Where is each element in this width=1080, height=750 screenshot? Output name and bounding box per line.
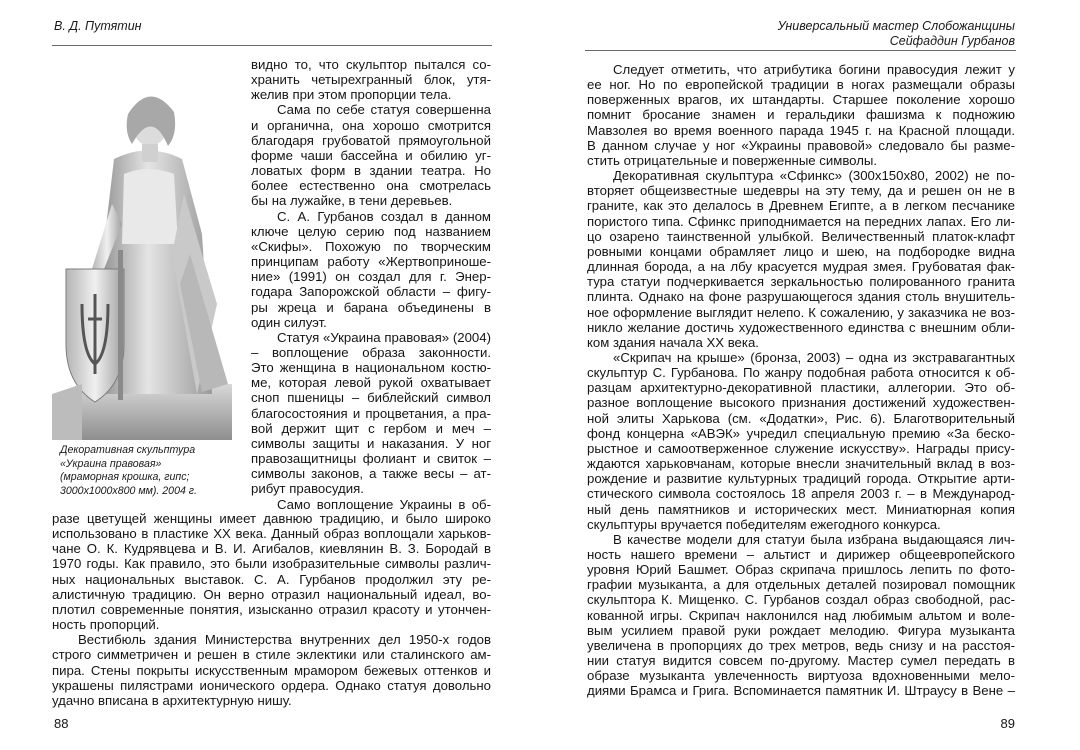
text-line: желив при этом пропорции тела. [251, 87, 452, 103]
text-line: благосостояния и процветания, а пра- [251, 405, 491, 421]
text-line: Декоративная скульптура «Сфинкс» (300x150x80, 2002) не по- [613, 168, 1015, 184]
left-column-text [251, 57, 491, 512]
text-line: диями Брамса и Грига. Вспоминается памятник И. Штраусу в Вене – [587, 683, 1015, 699]
caption-line: Декоративная скульптура [60, 444, 196, 456]
text-line: ры жреца и барана объединены в [251, 299, 491, 315]
text-line: нии статуя видится совсем по-другому. Мастер сумел передать в [587, 653, 1015, 669]
text-line: плотил современные понятия, изысканно отразил красоту и утончен- [52, 601, 491, 617]
text-line: плинта. Однако на фоне разрушающегося здания столь внушитель- [587, 289, 1015, 305]
text-line: Следует отметить, что атрибутика богини правосудия лежит у [613, 62, 1015, 77]
text-line: стического символа состоялось 18 апреля 2003 г. – в Международ- [587, 486, 1015, 502]
text-line: тура статуи подчеркивается зеркальностью полированного гранита [587, 274, 1015, 290]
text-line: вой держит щит с гербом и меч – [251, 420, 491, 436]
header-rule [585, 50, 1016, 51]
paragraph [251, 330, 491, 497]
text-line: рождение и развитие культурных традиций города. Открытие арти- [587, 471, 1015, 487]
running-header-subtitle: Сейфаддин Гурбанов [889, 34, 1015, 48]
text-line: «Скифы». Похожую по творческим [251, 238, 491, 254]
paragraph [251, 102, 491, 208]
text-line: символы защиты и наказания. У ног [251, 435, 491, 451]
text-line: графии музыканта, а для отдельных деталей позировал помощник [587, 577, 1015, 593]
text-line: использовано в пластике XX века. Данный образ воплощали харьков- [52, 526, 491, 542]
page-number-right: 89 [1000, 716, 1015, 731]
text-line: Само воплощение Украины в об- [277, 496, 491, 512]
paragraph [52, 632, 491, 708]
statue-photo [52, 54, 238, 440]
text-line: граните, как это делалось в Древнем Египте, а в легком песчанике [587, 198, 1015, 214]
text-line: и органична, она хорошо смотрится [251, 117, 491, 133]
text-line: ное оформление выглядит нелепо. К сожалению, у заказчика не воз- [587, 304, 1015, 320]
text-line: вторяет общеизвестные шедевры на эту тему, да и решен он не в [587, 183, 1015, 199]
header-rule [52, 45, 492, 46]
text-line: чане О. К. Кудрявцева и В. И. Агибалов, киевлянин В. З. Бородай в [52, 541, 491, 557]
text-line: В качестве модели для статуи была избрана выдающаяся лич- [613, 531, 1015, 547]
text-line: помнит бросание знамен и геральдики фашизма к подножию [587, 107, 1015, 123]
text-line: никло желание достичь художественного единства с внешним обли- [587, 319, 1015, 335]
text-line: скульптуры вручается победителям ежегодного конкурса. [587, 516, 941, 532]
running-header-author: В. Д. Путятин [54, 19, 142, 33]
text-line: правозащитницы фолиант и свиток – [251, 451, 491, 467]
text-line: ее ног. Но по европейской традиции в ногах размещали образы [587, 77, 1015, 93]
text-line: С. А. Гурбанов создал в данном [277, 208, 491, 224]
text-line: удачно вписана в архитектурную нишу. [52, 692, 292, 708]
text-line: ком здания начала XX века. [587, 334, 759, 350]
text-line: стить отрицательные и поверженные символы. [587, 152, 878, 168]
text-line: хранить четырехгранный блок, утя- [251, 72, 491, 88]
text-line: ждаются харьковчанам, которые внесли значительный вклад в воз- [587, 456, 1015, 472]
text-line: поверженных врагов, их штандарты. Старшее поколение хорошо [587, 92, 1015, 108]
text-line: форме чаши бассейна и обилию уг- [251, 147, 491, 163]
text-line: кованной игры. Скрипач наклонился над любимым альтом и воле- [587, 607, 1015, 623]
right-body-text [587, 62, 1015, 699]
text-line: Это женщина в национальном костю- [251, 360, 491, 376]
text-line: сноп пшеницы – библейский символ [251, 390, 491, 406]
text-line: увеличена в пропорциях до трех метров, ведь снизу и на расстоя- [587, 637, 1015, 653]
text-line: разное воплощение высокого признания достижений художествен- [587, 395, 1015, 411]
text-line: «Скрипач на крыше» (бронза, 2003) – одна из экстравагантных [613, 349, 1015, 365]
text-line: длинная борода, а на лбу красуется мудрая змея. Грубоватая фак- [587, 259, 1015, 275]
left-full-width-text [52, 511, 491, 708]
text-line: ключе целую серию под названием [251, 223, 491, 239]
text-line: ровными концами обрамляет лицо и шею, на подбородке видна [587, 243, 1015, 259]
text-line: принципам работу «Жертвоприноше- [251, 254, 491, 270]
text-line: строго симметричен и решен в стиле эклектики или сталинского ам- [52, 647, 491, 663]
text-line: более естественно она смотрелась [251, 178, 491, 194]
text-line: цо озарено таинственной улыбкой. Величественный платок-клафт [587, 228, 1015, 244]
text-line: рыстное и самоотверженное служение искусству». Награды прису- [587, 440, 1015, 456]
running-header-title: Универсальный мастер Слобожанщины [777, 19, 1015, 33]
paragraph [251, 209, 491, 330]
paragraph [587, 168, 1015, 350]
text-line: алистичную традицию. Он верно отразил национальный идеал, во- [52, 586, 491, 602]
text-line: уровня Юрий Башмет. Образ скрипача пришлось лепить по фото- [587, 562, 1015, 578]
text-line: скульптур С. Гурбанова. По жанру подобная работа относится к об- [587, 365, 1015, 381]
text-line: один силуэт. [251, 314, 327, 330]
text-line: годара Запорожской области – фигу- [251, 284, 491, 300]
text-line: видно то, что скульптор пытался со- [251, 57, 491, 72]
text-line: вым усилием правой руки рождает мелодию. Фигура музыканта [587, 622, 1015, 638]
text-line: рибут правосудия. [251, 481, 364, 497]
paragraph [251, 497, 491, 512]
text-line: образе музыканта увлеченность виртуоза вдохновенными мело- [587, 668, 1015, 684]
caption-line: 3000x1000x800 мм). 2004 г. [60, 484, 197, 497]
text-line: ловатых форм в здании театра. Но [251, 163, 491, 179]
text-line: ме, которая левой рукой охватывает [251, 375, 491, 391]
paragraph [587, 532, 1015, 699]
page-number-left: 88 [54, 716, 69, 731]
text-line: Статуя «Украина правовая» (2004) [277, 329, 491, 345]
text-line: – воплощение образа законности. [251, 344, 491, 360]
text-line: скульптора К. Мищенко. С. Гурбанов создал образ свободной, рас- [587, 592, 1015, 608]
text-line: ный день памятников и исторических мест. Миниатюрная копия [587, 501, 1015, 517]
text-line: ность нашего времени – альтист и дирижер общеевропейского [587, 547, 1015, 562]
caption-line: (мраморная крошка, гипс; [60, 471, 190, 484]
text-line: ние» (1991) он создал для г. Энер- [251, 269, 491, 285]
text-line: фонд концерна «АВЭК» учредил специальную премию «За беско- [587, 425, 1015, 441]
text-line: пористого типа. Сфинкс приподнимается на передних лапах. Его ли- [587, 213, 1015, 229]
paragraph [52, 511, 491, 632]
text-line: Мавзолея во время военного парада 1945 г. на Красной площади. [587, 122, 1015, 138]
text-line: Вестибюль здания Министерства внутренних дел 1950-х годов [78, 632, 491, 648]
text-line: благодаря грубоватой прямоугольной [251, 132, 491, 148]
text-line: 1970 годы. Как правило, это были изобразительные символы различ- [52, 556, 491, 572]
text-line: ность пропорций. [52, 617, 160, 633]
paragraph [587, 62, 1015, 168]
text-line: В данном случае у ног «Украины правовой» следовало бы разме- [587, 137, 1015, 153]
text-line: бы на лужайке, в тени деревьев. [251, 193, 453, 209]
text-line: символы законов, а также весы – ат- [251, 466, 491, 482]
paragraph [587, 350, 1015, 532]
figure-caption [60, 444, 245, 498]
text-line: пира. Стены покрыты искусственным мрамором бежевых оттенков и [52, 662, 491, 678]
text-line: Сама по себе статуя совершенна [277, 102, 491, 118]
text-line: ной элиты Харькова (см. «Додатки», Рис. 6). Благотворительный [587, 410, 1015, 426]
text-line: украшены пилястрами ионического ордера. Однако статуя довольно [52, 677, 491, 693]
text-line: разе цветущей женщины имеет давнюю традицию, и было широко [52, 511, 491, 526]
paragraph [251, 57, 491, 102]
text-line: разцам архитектурно-декоративной пластики, аллегории. Это об- [587, 380, 1015, 396]
caption-line: «Украина правовая» [60, 457, 162, 470]
text-line: ных национальных выставок. С. А. Гурбанов продолжил эту ре- [52, 571, 491, 587]
